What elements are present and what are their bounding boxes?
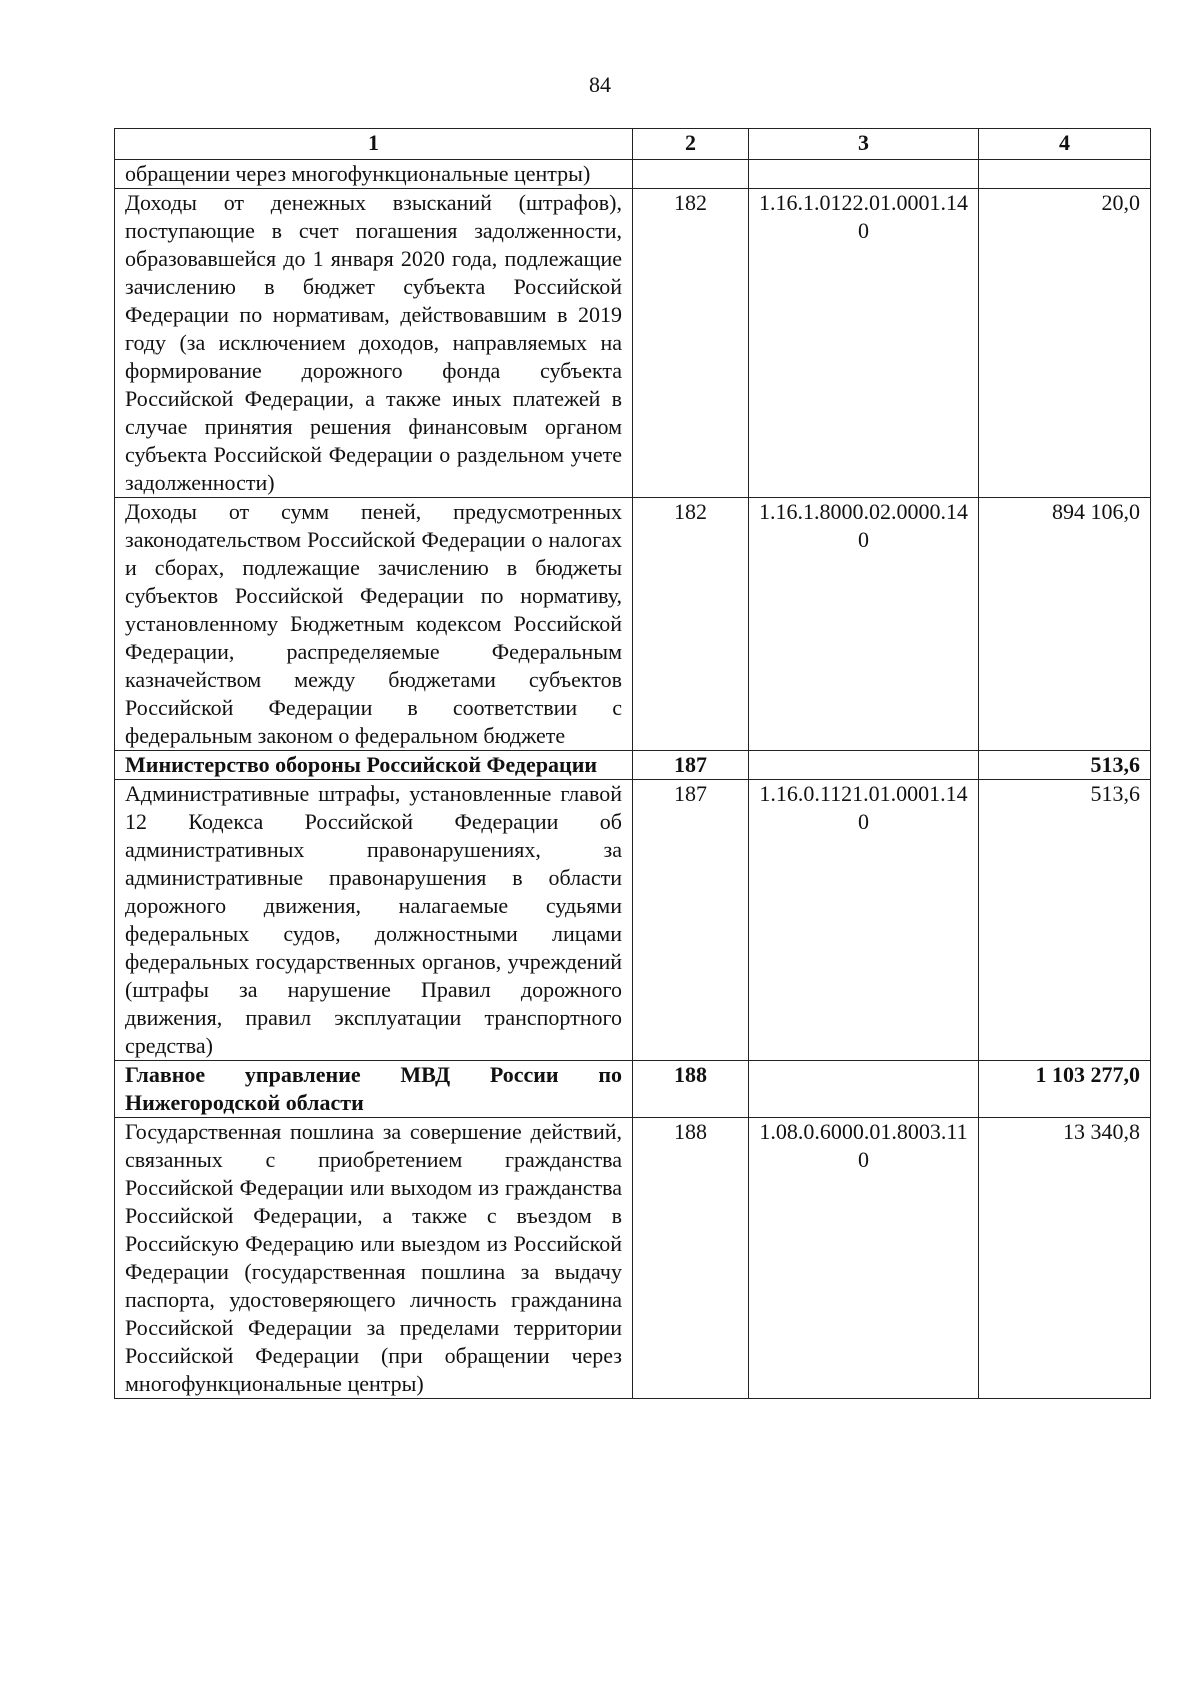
row-budget-code: 1.16.1.0122.01.0001.140 (749, 189, 979, 498)
row-amount: 513,6 (979, 780, 1151, 1061)
row-amount (979, 160, 1151, 189)
row-description: Доходы от денежных взысканий (штрафов), поступающие в счет погашения задолженности, образовавшейся до 1 января 2020 года, подлежащие зачислению в бюджет субъекта Российской Федерации по нормативам, действовавшим в 2019 году (за исключением доходов, направляемых на формирование дорожного фонда субъекта Российской Федерации, а также иных платежей в случае принятия решения финансовым органом субъекта Российской Федерации о раздельном учете задолженности) (115, 189, 633, 498)
column-header-1: 1 (115, 129, 633, 160)
column-header-4: 4 (979, 129, 1151, 160)
table-row-administrator (115, 1061, 1151, 1118)
row-admin-code: 182 (633, 498, 749, 751)
budget-revenue-table (114, 128, 1151, 1399)
row-admin-code: 188 (633, 1061, 749, 1118)
table-row-administrator (115, 751, 1151, 780)
row-budget-code: 1.16.0.1121.01.0001.140 (749, 780, 979, 1061)
table-row (115, 160, 1151, 189)
row-budget-code: 1.08.0.6000.01.8003.110 (749, 1118, 979, 1399)
column-header-2: 2 (633, 129, 749, 160)
row-budget-code: 1.16.1.8000.02.0000.140 (749, 498, 979, 751)
row-admin-code: 187 (633, 780, 749, 1061)
row-description: Государственная пошлина за совершение действий, связанных с приобретением гражданства Российской Федерации или выходом из гражданства Российской Федерации, а также с въездом в Российскую Федерацию или выездом из Российской Федерации (государственная пошлина за выдачу паспорта, удостоверяющего личность гражданина Российской Федерации за пределами территории Российской Федерации (при обращении через многофункциональные центры) (115, 1118, 633, 1399)
table-header-row (115, 129, 1151, 160)
row-admin-code: 182 (633, 189, 749, 498)
row-description: Административные штрафы, установленные главой 12 Кодекса Российской Федерации об административных правонарушениях, за административные правонарушения в области дорожного движения, налагаемые судьями федеральных судов, должностными лицами федеральных государственных органов, учреждений (штрафы за нарушение Правил дорожного движения, правил эксплуатации транспортного средства) (115, 780, 633, 1061)
row-admin-code: 187 (633, 751, 749, 780)
table-row (115, 780, 1151, 1061)
row-admin-code (633, 160, 749, 189)
row-description: обращении через многофункциональные центры) (115, 160, 633, 189)
row-description: Главное управление МВД России по Нижегородской области (115, 1061, 633, 1118)
row-amount: 13 340,8 (979, 1118, 1151, 1399)
column-header-3: 3 (749, 129, 979, 160)
row-budget-code (749, 160, 979, 189)
table-row (115, 1118, 1151, 1399)
row-description: Доходы от сумм пеней, предусмотренных законодательством Российской Федерации о налогах и сборах, подлежащие зачислению в бюджеты субъектов Российской Федерации по нормативу, установленному Бюджетным кодексом Российской Федерации, распределяемые Федеральным казначейством между бюджетами субъектов Российской Федерации в соответствии с федеральным законом о федеральном бюджете (115, 498, 633, 751)
row-amount: 513,6 (979, 751, 1151, 780)
row-amount: 894 106,0 (979, 498, 1151, 751)
row-budget-code (749, 1061, 979, 1118)
row-description: Министерство обороны Российской Федерации (115, 751, 633, 780)
table-row (115, 498, 1151, 751)
page-number: 84 (589, 72, 611, 97)
row-budget-code (749, 751, 979, 780)
row-amount: 20,0 (979, 189, 1151, 498)
row-admin-code: 188 (633, 1118, 749, 1399)
table-row (115, 189, 1151, 498)
row-amount: 1 103 277,0 (979, 1061, 1151, 1118)
